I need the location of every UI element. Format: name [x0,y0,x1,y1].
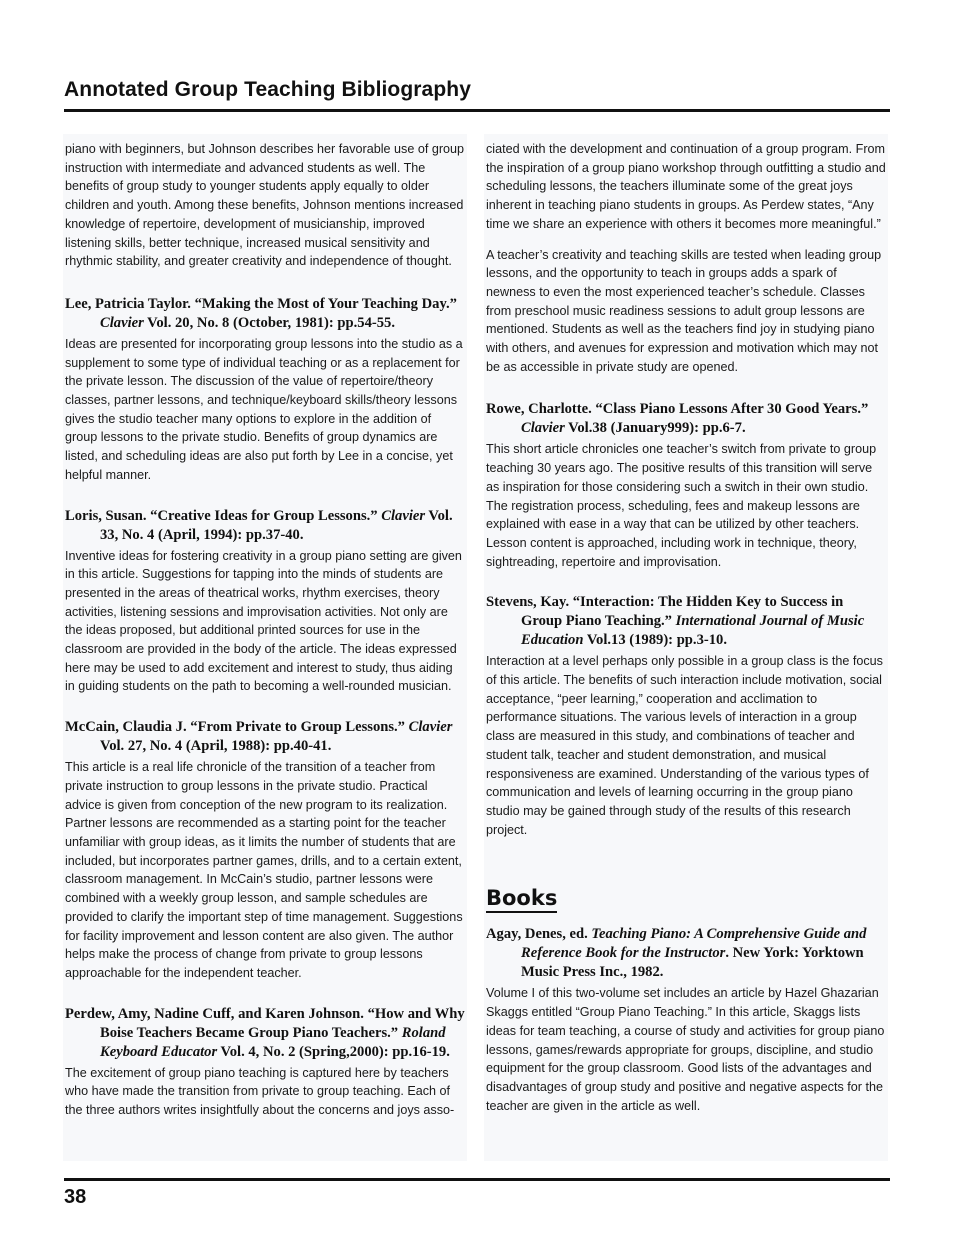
section-heading-books: Books [486,885,557,913]
bibliography-entry [65,1005,465,1120]
intro-paragraph: piano with beginners, but Johnson describes her favorable use of group instruction with intermediate and advanced students as well. The benefits of group study to younger students apply equally to older children and youth. Among these benefits, Johnson mentions increased knowledge of repertoire, development of musicianship, improved listening skills, better technique, increased musical sensitivity and rhythmic stability, and greater creativity and independence of thought. [65,142,465,269]
entry-citation: Perdew, Amy, Nadine Cuff, and Karen Johnson. “How and Why Boise Teachers Became Group Piano Teachers.” Roland Keyboard Educator Vol. 4, No. 2 (Spring,2000): pp.16-19. [65,1005,465,1060]
bibliography-entry [65,507,465,697]
entry-annotation: Inventive ideas for fostering creativity in a group piano setting are given in this article. Suggestions for tapping into the minds of students are presented in the areas of theatrical works, rhythm exercises, theory activities, listening sessions and improvisation activities. Not only are the ideas proposed, but additional printed sources for use in the classroom are provided in the body of the article. The ideas expressed here may be used to add excitement and interest to study, thus aiding in guiding students on the path to becoming a well-rounded musician. [65,548,462,694]
page-footer [64,1178,890,1209]
entry-annotation: Volume I of this two-volume set includes an article by Hazel Ghazarian Skaggs entitled “Group Piano Teaching.” In this article, Skaggs lists ideas for team teaching, a course of study and activities for group piano lessons, games/rewards appropriate for groups, discipline, and studio equipment for the group classroom. Good lists of the advantages and disadvantages of group study and positive and negative aspects for the teacher are given in the article as well. [486,986,885,1113]
right-column [484,134,888,1161]
entry-citation: Stevens, Kay. “Interaction: The Hidden Key to Success in Group Piano Teaching.” International Journal of Music Education Vol.13 (1989): pp.3-10. [486,594,865,649]
entry-annotation: Ideas are presented for incorporating group lessons into the studio as a supplement to some type of individual teaching or as a replacement for the private lesson. The discussion of the value of repertoire/theory classes, partner lessons, and technique/keyboard skills/theory lessons gives the studio teacher many options to explore in the addition of group lessons to the private studio. Benefits of group dynamics are listed, and scheduling ideas are also put forth by Lee in a concise, yet helpful manner. [65,336,463,482]
entry-citation: Loris, Susan. “Creative Ideas for Group Lessons.” Clavier Vol. 33, No. 4 (April, 1994): pp.37-40. [65,507,453,543]
continued-paragraph: ciated with the development and continuation of a group program. From the inspiration of a group piano workshop through outfitting a studio and scheduling lessons, the teachers illuminate some of the great joys inherent in teaching piano students in groups. As Perdew states, “Any time we share an experience with others it becomes more meaningful.” [486,142,886,231]
bibliography-entry [486,400,886,571]
bibliography-entry [486,925,886,1115]
entry-citation: Agay, Denes, ed. Teaching Piano: A Comprehensive Guide and Reference Book for the Instructor. New York: Yorktown Music Press Inc., 1982. [486,926,867,981]
page-title: Annotated Group Teaching Bibliography [64,78,471,101]
page-header [64,78,890,112]
entry-annotation: Interaction at a level perhaps only possible in a group class is the focus of this article. The benefits of such interaction include motivation, social acceptance, “peer learning,” cooperation and acclimation to performance situations. The various levels of interaction in a group class are measured in this study, and combinations of teacher and student talk, teacher and student demonstration, and musical responsiveness are examined. Understanding of the various types of communication and levels of learning occurring in the group piano studio may be gained through study of the results of this research project. [486,654,883,837]
entry-annotation: The excitement of group piano teaching is captured here by teachers who have made the transition from private to group teaching. Each of the three authors writes insightfully about the concerns and joys asso- [65,1065,455,1118]
left-column [63,134,467,1161]
entry-citation: McCain, Claudia J. “From Private to Group Lessons.” Clavier Vol. 27, No. 4 (April, 1988): pp.40-41. [65,719,453,755]
entry-annotation: This article is a real life chronicle of the transition of a teacher from private instruction to group lessons in the private studio. Practical advice is given from conception of the new program to its realization. Partner lessons are recommended as a starting point for the teacher unfamiliar with group ideas, as it limits the number of students that are included, but incorporates partner games, drills, and to a certain extent, classroom management. In McCain’s studio, partner lessons were combined with a weekly group lesson, and sample schedules are provided to clarify the important step of time management. Suggestions for facility improvement and lesson content are also given. The author helps make the process of change from private to group lessons approachable for the independent teacher. [65,760,463,980]
entry-citation: Rowe, Charlotte. “Class Piano Lessons After 30 Good Years.” Clavier Vol.38 (January999): pp.6-7. [486,401,869,437]
bibliography-entry [65,718,465,982]
entry-citation: Lee, Patricia Taylor. “Making the Most of Your Teaching Day.” Clavier Vol. 20, No. 8 (October, 1981): pp.54-55. [65,295,457,331]
continued-paragraph-2: A teacher’s creativity and teaching skills are tested when leading group lessons, and the opportunity to teach in groups adds a spark of newness to even the most experienced teacher’s schedule. Classes from preschool music readiness sessions to adult group lessons are mentioned. Students as well as the teachers find joy in studying piano with others, and avenues for expression and motivation which may not be as accessible in private study are opened. [486,247,882,374]
bibliography-entry [65,295,465,485]
page-number: 38 [64,1186,87,1208]
entry-annotation: This short article chronicles one teacher’s switch from private to group teaching 30 years ago. The positive results of this transition will serve as inspiration for those considering such a switch in their own studio. The registration process, scheduling, fees and makeup lessons are explained with ease in a way that can be utilized by other teachers. Lesson content is approached, including work in technique, theory, sightreading, repertoire and improvisation. [486,442,877,569]
bibliography-entry [486,593,886,839]
